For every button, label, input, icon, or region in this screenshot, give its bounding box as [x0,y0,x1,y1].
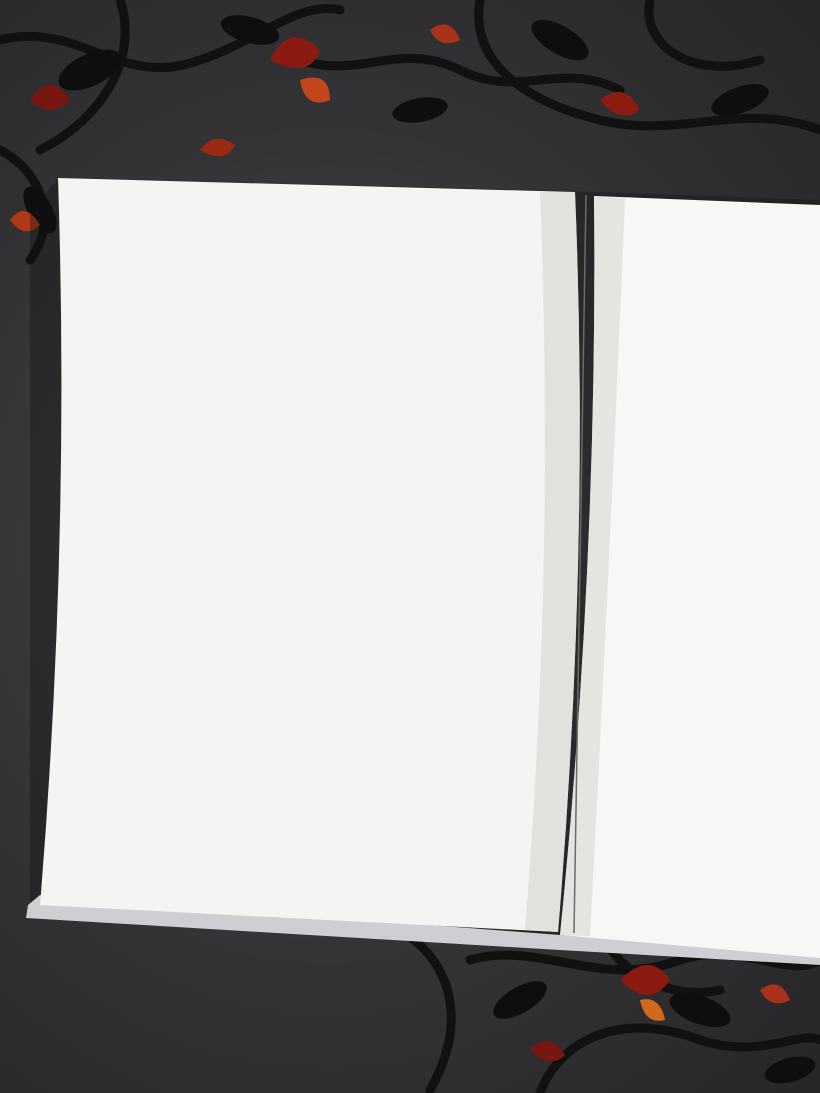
left-page [40,178,580,932]
